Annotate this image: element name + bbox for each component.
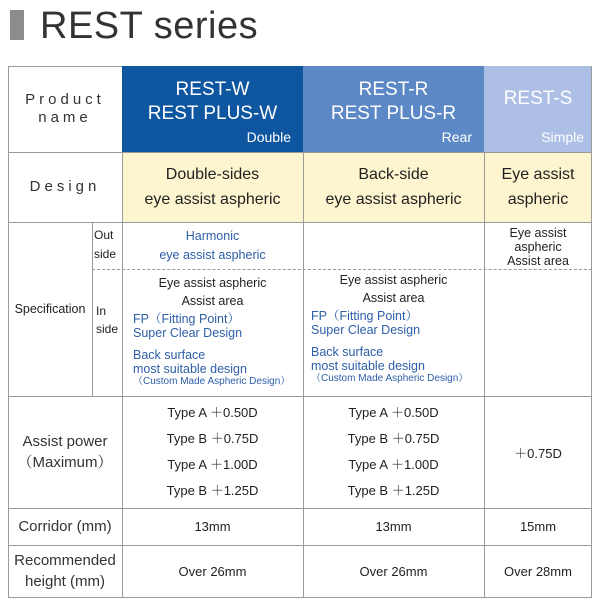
corridor-rest-r: 13mm: [375, 519, 412, 534]
specification-label: Specification: [14, 302, 86, 316]
outside-label: Out side: [94, 228, 117, 261]
grid-line: [8, 66, 122, 67]
assist-power-label: Assist power （Maximum）: [17, 433, 113, 471]
header-rest-s: REST-S Simple: [484, 66, 592, 152]
header-rest-w: REST-W REST PLUS-W Double: [122, 66, 303, 152]
recommended-rest-w: Over 26mm: [178, 563, 247, 579]
corridor-label: Corridor (mm): [18, 518, 112, 535]
grid-line: [8, 152, 592, 153]
grid-line: [8, 396, 592, 397]
corridor-rest-w: 13mm: [194, 519, 231, 534]
page-title: REST series: [40, 5, 259, 47]
recommended-rest-r: Over 26mm: [359, 563, 428, 579]
design-rest-r: Back-side eye assist aspheric: [303, 152, 484, 222]
inside-label: In side: [96, 304, 119, 336]
recommended-rest-s: Over 28mm: [504, 563, 572, 579]
grid-line: [92, 222, 93, 396]
grid-line: [122, 152, 123, 598]
assist-power-rest-r: Type A ＋0.50D Type B ＋0.75D Type A ＋1.00D Type B ＋1.25D: [347, 405, 440, 498]
design-rest-s: Eye assist aspheric: [484, 152, 592, 222]
title-bar-accent: [10, 10, 24, 40]
grid-line: [8, 597, 592, 598]
grid-line: [8, 545, 592, 546]
grid-line: [8, 66, 9, 598]
grid-line: [591, 66, 592, 598]
design-rest-w: Double-sides eye assist aspheric: [122, 152, 303, 222]
grid-line: [8, 508, 592, 509]
spec-divider: [92, 269, 592, 270]
spec-rest-w-inside: Eye assist aspheric Assist area FP（Fitting Point） Super Clear Design Back surface most suitable design （Custom Made Aspheric Design）: [133, 276, 291, 387]
spec-rest-s-outside: Eye assist aspheric Assist area: [507, 226, 569, 268]
assist-power-rest-s: ＋0.75D: [514, 445, 562, 461]
grid-line: [8, 222, 592, 223]
spec-rest-w-outside: Harmonic eye assist aspheric: [159, 229, 266, 262]
design-label: Design: [29, 178, 101, 195]
assist-power-rest-w: Type A ＋0.50D Type B ＋0.75D Type A ＋1.00D Type B ＋1.25D: [166, 405, 259, 498]
corridor-rest-s: 15mm: [519, 519, 557, 534]
grid-line: [484, 152, 485, 598]
product-name-label: Product name: [25, 91, 105, 126]
spec-rest-r-inside: Eye assist aspheric Assist area FP（Fitting Point） Super Clear Design Back surface most suitable design （Custom Made Aspheric Design）: [311, 273, 469, 384]
recommended-height-label: Recommended height (mm): [14, 552, 116, 590]
grid-line: [303, 152, 304, 598]
header-rest-r: REST-R REST PLUS-R Rear: [303, 66, 484, 152]
